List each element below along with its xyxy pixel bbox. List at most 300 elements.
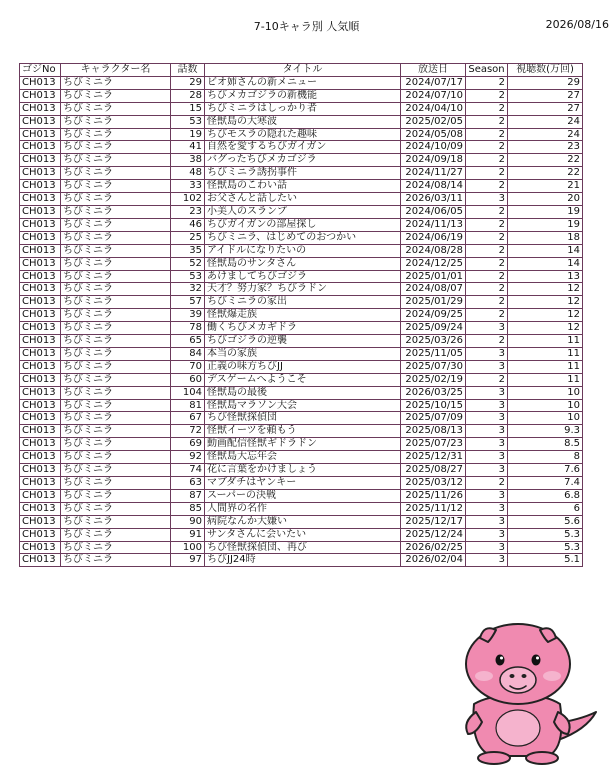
- table-row: [20, 477, 583, 490]
- cell-title: ちび怪獣探偵団: [205, 412, 401, 425]
- cell-views: 27: [508, 89, 583, 102]
- cell-season: 2: [466, 180, 508, 193]
- cell-views: 12: [508, 322, 583, 335]
- cell-id: CH013: [20, 412, 61, 425]
- cell-views: 11: [508, 360, 583, 373]
- cell-views: 27: [508, 102, 583, 115]
- cell-id: CH013: [20, 115, 61, 128]
- cell-air-date: 2025/03/12: [401, 477, 466, 490]
- ranking-table: [19, 63, 583, 567]
- cell-id: CH013: [20, 167, 61, 180]
- cell-views: 9.3: [508, 425, 583, 438]
- cell-title: 花に言葉をかけましょう: [205, 464, 401, 477]
- cell-character: ちびミニラ: [61, 412, 171, 425]
- cell-views: 5.1: [508, 554, 583, 567]
- table-row: [20, 489, 583, 502]
- cell-character: ちびミニラ: [61, 554, 171, 567]
- cell-title: ちびモスラの隠れた趣味: [205, 128, 401, 141]
- cell-air-date: 2025/12/24: [401, 528, 466, 541]
- cell-id: CH013: [20, 154, 61, 167]
- cell-title: お父さんと話したい: [205, 193, 401, 206]
- cell-id: CH013: [20, 335, 61, 348]
- cell-id: CH013: [20, 399, 61, 412]
- cell-episode: 32: [171, 283, 205, 296]
- cell-character: ちびミニラ: [61, 102, 171, 115]
- table-row: [20, 541, 583, 554]
- cell-episode: 52: [171, 257, 205, 270]
- cell-views: 6.8: [508, 489, 583, 502]
- cell-character: ちびミニラ: [61, 528, 171, 541]
- cell-title: 怪獣島の大寒波: [205, 115, 401, 128]
- table-row: [20, 270, 583, 283]
- cell-views: 11: [508, 335, 583, 348]
- cell-title: 病院なんか大嫌い: [205, 515, 401, 528]
- cell-title: マブダチはヤンキー: [205, 477, 401, 490]
- cell-character: ちびミニラ: [61, 218, 171, 231]
- cell-episode: 28: [171, 89, 205, 102]
- cell-season: 2: [466, 167, 508, 180]
- cell-views: 5.3: [508, 541, 583, 554]
- table-row: [20, 554, 583, 567]
- cell-id: CH013: [20, 322, 61, 335]
- cell-views: 19: [508, 218, 583, 231]
- cell-episode: 69: [171, 438, 205, 451]
- cell-id: CH013: [20, 128, 61, 141]
- cell-episode: 60: [171, 373, 205, 386]
- cell-air-date: 2025/10/15: [401, 399, 466, 412]
- cell-season: 3: [466, 515, 508, 528]
- cell-season: 3: [466, 425, 508, 438]
- cell-views: 19: [508, 205, 583, 218]
- table-row: [20, 412, 583, 425]
- cell-id: CH013: [20, 515, 61, 528]
- table-row: [20, 205, 583, 218]
- cell-season: 2: [466, 128, 508, 141]
- cell-air-date: 2024/09/25: [401, 309, 466, 322]
- cell-episode: 19: [171, 128, 205, 141]
- cell-title: 動画配信怪獣ギドラドン: [205, 438, 401, 451]
- cell-air-date: 2024/08/28: [401, 244, 466, 257]
- cell-season: 3: [466, 386, 508, 399]
- cell-title: アイドルになりたいの: [205, 244, 401, 257]
- cell-season: 2: [466, 335, 508, 348]
- cell-episode: 38: [171, 154, 205, 167]
- table-row: [20, 283, 583, 296]
- cell-episode: 104: [171, 386, 205, 399]
- table-row: [20, 141, 583, 154]
- table-row: [20, 464, 583, 477]
- cell-season: 3: [466, 399, 508, 412]
- table-row: [20, 309, 583, 322]
- table-row: [20, 89, 583, 102]
- table-row: [20, 438, 583, 451]
- col-header-character: キャラクター名: [61, 64, 171, 77]
- cell-id: CH013: [20, 180, 61, 193]
- cell-title: 働くちびメカギドラ: [205, 322, 401, 335]
- cell-air-date: 2025/07/23: [401, 438, 466, 451]
- cell-air-date: 2024/11/27: [401, 167, 466, 180]
- cell-title: 怪獣島のサンタさん: [205, 257, 401, 270]
- table-row: [20, 102, 583, 115]
- cell-air-date: 2025/08/27: [401, 464, 466, 477]
- cell-episode: 81: [171, 399, 205, 412]
- cell-season: 2: [466, 154, 508, 167]
- table-row: [20, 373, 583, 386]
- cell-character: ちびミニラ: [61, 270, 171, 283]
- cell-season: 2: [466, 205, 508, 218]
- cell-episode: 84: [171, 347, 205, 360]
- cell-season: 3: [466, 322, 508, 335]
- cell-episode: 35: [171, 244, 205, 257]
- print-date: 2026/08/16: [545, 18, 609, 31]
- cell-title: ちびミニラ誘拐事件: [205, 167, 401, 180]
- cell-id: CH013: [20, 347, 61, 360]
- cell-season: 2: [466, 373, 508, 386]
- cell-title: 自然を愛するちびガイガン: [205, 141, 401, 154]
- cell-id: CH013: [20, 386, 61, 399]
- col-header-title: タイトル: [205, 64, 401, 77]
- cell-title: ちびミニラはしっかり者: [205, 102, 401, 115]
- table-row: [20, 154, 583, 167]
- mascot-illustration: [440, 616, 600, 766]
- cell-season: 3: [466, 360, 508, 373]
- cell-character: ちびミニラ: [61, 464, 171, 477]
- cell-air-date: 2024/09/18: [401, 154, 466, 167]
- cell-views: 5.3: [508, 528, 583, 541]
- cell-season: 2: [466, 309, 508, 322]
- cell-id: CH013: [20, 102, 61, 115]
- cell-episode: 25: [171, 231, 205, 244]
- cell-air-date: 2025/02/05: [401, 115, 466, 128]
- cell-season: 2: [466, 89, 508, 102]
- cell-air-date: 2025/02/19: [401, 373, 466, 386]
- cell-title: 怪獣島大忘年会: [205, 451, 401, 464]
- cell-air-date: 2026/02/25: [401, 541, 466, 554]
- table-row: [20, 502, 583, 515]
- col-header-views: 視聴数(万回): [508, 64, 583, 77]
- cell-season: 3: [466, 451, 508, 464]
- cell-episode: 78: [171, 322, 205, 335]
- table-row: [20, 347, 583, 360]
- cell-id: CH013: [20, 528, 61, 541]
- cell-character: ちびミニラ: [61, 193, 171, 206]
- cell-air-date: 2025/11/12: [401, 502, 466, 515]
- col-header-id: ゴジNo: [20, 64, 61, 77]
- cell-character: ちびミニラ: [61, 360, 171, 373]
- cell-episode: 23: [171, 205, 205, 218]
- cell-episode: 97: [171, 554, 205, 567]
- cell-character: ちびミニラ: [61, 489, 171, 502]
- cell-air-date: 2024/05/08: [401, 128, 466, 141]
- cell-episode: 85: [171, 502, 205, 515]
- cell-air-date: 2024/04/10: [401, 102, 466, 115]
- table-row: [20, 128, 583, 141]
- cell-title: ちびミニラ、はじめてのおつかい: [205, 231, 401, 244]
- cell-air-date: 2026/02/04: [401, 554, 466, 567]
- cell-id: CH013: [20, 554, 61, 567]
- cell-id: CH013: [20, 283, 61, 296]
- table-row: [20, 193, 583, 206]
- cell-views: 12: [508, 296, 583, 309]
- cell-views: 14: [508, 257, 583, 270]
- cell-id: CH013: [20, 193, 61, 206]
- cell-views: 12: [508, 283, 583, 296]
- table-row: [20, 360, 583, 373]
- cell-id: CH013: [20, 270, 61, 283]
- cell-episode: 74: [171, 464, 205, 477]
- cell-id: CH013: [20, 205, 61, 218]
- table-row: [20, 425, 583, 438]
- cell-season: 2: [466, 141, 508, 154]
- cell-views: 7.4: [508, 477, 583, 490]
- cell-season: 3: [466, 528, 508, 541]
- cell-title: ちびガイガンの部屋探し: [205, 218, 401, 231]
- cell-season: 3: [466, 347, 508, 360]
- cell-episode: 15: [171, 102, 205, 115]
- cell-views: 10: [508, 412, 583, 425]
- cell-character: ちびミニラ: [61, 309, 171, 322]
- cell-episode: 67: [171, 412, 205, 425]
- cell-air-date: 2024/10/09: [401, 141, 466, 154]
- cell-views: 24: [508, 115, 583, 128]
- cell-views: 24: [508, 128, 583, 141]
- cell-character: ちびミニラ: [61, 386, 171, 399]
- cell-title: ちびゴジラの逆襲: [205, 335, 401, 348]
- cell-character: ちびミニラ: [61, 541, 171, 554]
- cell-character: ちびミニラ: [61, 451, 171, 464]
- cell-id: CH013: [20, 373, 61, 386]
- cell-character: ちびミニラ: [61, 180, 171, 193]
- cell-title: スーパーの決戦: [205, 489, 401, 502]
- cell-id: CH013: [20, 451, 61, 464]
- cell-air-date: 2024/07/17: [401, 76, 466, 89]
- cell-title: 怪獣爆走族: [205, 309, 401, 322]
- cell-id: CH013: [20, 257, 61, 270]
- cell-episode: 92: [171, 451, 205, 464]
- cell-episode: 46: [171, 218, 205, 231]
- cell-air-date: 2025/11/26: [401, 489, 466, 502]
- table-row: [20, 296, 583, 309]
- cell-episode: 39: [171, 309, 205, 322]
- cell-episode: 41: [171, 141, 205, 154]
- cell-character: ちびミニラ: [61, 515, 171, 528]
- cell-id: CH013: [20, 541, 61, 554]
- cell-views: 7.6: [508, 464, 583, 477]
- col-header-air-date: 放送日: [401, 64, 466, 77]
- cell-title: あけましてちびゴジラ: [205, 270, 401, 283]
- cell-character: ちびミニラ: [61, 154, 171, 167]
- cell-id: CH013: [20, 425, 61, 438]
- table-row: [20, 76, 583, 89]
- cell-views: 5.6: [508, 515, 583, 528]
- cell-episode: 65: [171, 335, 205, 348]
- cell-title: 小美人のスランプ: [205, 205, 401, 218]
- cell-air-date: 2024/11/13: [401, 218, 466, 231]
- cell-title: ちびメカゴジラの新機能: [205, 89, 401, 102]
- cell-air-date: 2025/12/31: [401, 451, 466, 464]
- cell-views: 13: [508, 270, 583, 283]
- cell-title: 怪獣島の最後: [205, 386, 401, 399]
- cell-character: ちびミニラ: [61, 167, 171, 180]
- table-row: [20, 451, 583, 464]
- cell-character: ちびミニラ: [61, 141, 171, 154]
- cell-id: CH013: [20, 502, 61, 515]
- cell-season: 3: [466, 489, 508, 502]
- cell-character: ちびミニラ: [61, 296, 171, 309]
- cell-views: 8.5: [508, 438, 583, 451]
- cell-title: ビオ姉さんの新メニュー: [205, 76, 401, 89]
- cell-air-date: 2025/08/13: [401, 425, 466, 438]
- cell-id: CH013: [20, 309, 61, 322]
- cell-title: 怪獣島マラソン大会: [205, 399, 401, 412]
- cell-views: 12: [508, 309, 583, 322]
- cell-episode: 70: [171, 360, 205, 373]
- cell-season: 2: [466, 218, 508, 231]
- cell-character: ちびミニラ: [61, 257, 171, 270]
- cell-character: ちびミニラ: [61, 373, 171, 386]
- table-row: [20, 244, 583, 257]
- table-body: [20, 76, 583, 566]
- cell-title: 天才？努力家？ちびラドン: [205, 283, 401, 296]
- cell-season: 3: [466, 554, 508, 567]
- cell-air-date: 2024/08/14: [401, 180, 466, 193]
- cell-character: ちびミニラ: [61, 244, 171, 257]
- cell-air-date: 2025/12/17: [401, 515, 466, 528]
- cell-title: 正義の味方ちびJJ: [205, 360, 401, 373]
- cell-character: ちびミニラ: [61, 438, 171, 451]
- cell-season: 2: [466, 283, 508, 296]
- cell-season: 3: [466, 438, 508, 451]
- cell-episode: 90: [171, 515, 205, 528]
- cell-episode: 29: [171, 76, 205, 89]
- table-row: [20, 180, 583, 193]
- cell-views: 10: [508, 399, 583, 412]
- cell-id: CH013: [20, 231, 61, 244]
- cell-season: 3: [466, 193, 508, 206]
- cell-air-date: 2024/07/10: [401, 89, 466, 102]
- cell-air-date: 2025/01/29: [401, 296, 466, 309]
- cell-season: 3: [466, 541, 508, 554]
- cell-season: 2: [466, 244, 508, 257]
- cell-episode: 102: [171, 193, 205, 206]
- cell-id: CH013: [20, 489, 61, 502]
- table-row: [20, 335, 583, 348]
- cell-air-date: 2025/07/09: [401, 412, 466, 425]
- cell-air-date: 2025/03/26: [401, 335, 466, 348]
- cell-episode: 72: [171, 425, 205, 438]
- cell-character: ちびミニラ: [61, 115, 171, 128]
- cell-views: 23: [508, 141, 583, 154]
- cell-character: ちびミニラ: [61, 477, 171, 490]
- table-row: [20, 322, 583, 335]
- cell-air-date: 2024/06/05: [401, 205, 466, 218]
- cell-character: ちびミニラ: [61, 347, 171, 360]
- cell-episode: 53: [171, 115, 205, 128]
- cell-character: ちびミニラ: [61, 231, 171, 244]
- cell-character: ちびミニラ: [61, 425, 171, 438]
- cell-views: 29: [508, 76, 583, 89]
- cell-season: 2: [466, 102, 508, 115]
- cell-air-date: 2024/08/07: [401, 283, 466, 296]
- cell-air-date: 2025/01/01: [401, 270, 466, 283]
- cell-air-date: 2025/07/30: [401, 360, 466, 373]
- cell-air-date: 2024/06/19: [401, 231, 466, 244]
- cell-season: 2: [466, 76, 508, 89]
- cell-character: ちびミニラ: [61, 502, 171, 515]
- cell-episode: 87: [171, 489, 205, 502]
- cell-season: 2: [466, 270, 508, 283]
- cell-id: CH013: [20, 296, 61, 309]
- cell-character: ちびミニラ: [61, 322, 171, 335]
- cell-title: デスゲームへようこそ: [205, 373, 401, 386]
- cell-air-date: 2026/03/11: [401, 193, 466, 206]
- cell-id: CH013: [20, 89, 61, 102]
- cell-title: ちび怪獣探偵団、再び: [205, 541, 401, 554]
- cell-id: CH013: [20, 360, 61, 373]
- table-row: [20, 231, 583, 244]
- cell-views: 20: [508, 193, 583, 206]
- table-row: [20, 167, 583, 180]
- cell-title: 怪獣イーツを頼もう: [205, 425, 401, 438]
- table-row: [20, 515, 583, 528]
- header-row: [20, 64, 583, 77]
- cell-id: CH013: [20, 244, 61, 257]
- table-row: [20, 257, 583, 270]
- cell-title: 怪獣島のこわい話: [205, 180, 401, 193]
- cell-views: 6: [508, 502, 583, 515]
- cell-episode: 63: [171, 477, 205, 490]
- cell-views: 8: [508, 451, 583, 464]
- cell-season: 2: [466, 477, 508, 490]
- table-row: [20, 115, 583, 128]
- cell-title: ちびミニラの家出: [205, 296, 401, 309]
- cell-views: 18: [508, 231, 583, 244]
- col-header-episode: 話数: [171, 64, 205, 77]
- table-row: [20, 399, 583, 412]
- cell-title: 本当の家族: [205, 347, 401, 360]
- cell-episode: 57: [171, 296, 205, 309]
- cell-views: 22: [508, 167, 583, 180]
- cell-character: ちびミニラ: [61, 89, 171, 102]
- cell-id: CH013: [20, 218, 61, 231]
- cell-views: 14: [508, 244, 583, 257]
- table-row: [20, 528, 583, 541]
- chibi-minilla-mascot-icon: [466, 624, 596, 764]
- cell-title: バグったちびメカゴジラ: [205, 154, 401, 167]
- cell-id: CH013: [20, 76, 61, 89]
- cell-views: 11: [508, 347, 583, 360]
- cell-title: ちびJJ24時: [205, 554, 401, 567]
- cell-character: ちびミニラ: [61, 205, 171, 218]
- cell-season: 2: [466, 257, 508, 270]
- cell-episode: 53: [171, 270, 205, 283]
- cell-air-date: 2024/12/25: [401, 257, 466, 270]
- cell-views: 21: [508, 180, 583, 193]
- cell-episode: 91: [171, 528, 205, 541]
- cell-season: 2: [466, 296, 508, 309]
- table-row: [20, 218, 583, 231]
- table-row: [20, 386, 583, 399]
- cell-id: CH013: [20, 438, 61, 451]
- cell-views: 11: [508, 373, 583, 386]
- cell-season: 3: [466, 412, 508, 425]
- cell-air-date: 2025/11/05: [401, 347, 466, 360]
- cell-season: 2: [466, 231, 508, 244]
- cell-air-date: 2026/03/25: [401, 386, 466, 399]
- cell-character: ちびミニラ: [61, 76, 171, 89]
- cell-views: 22: [508, 154, 583, 167]
- page-title: 7-10キャラ別 人気順: [253, 20, 360, 33]
